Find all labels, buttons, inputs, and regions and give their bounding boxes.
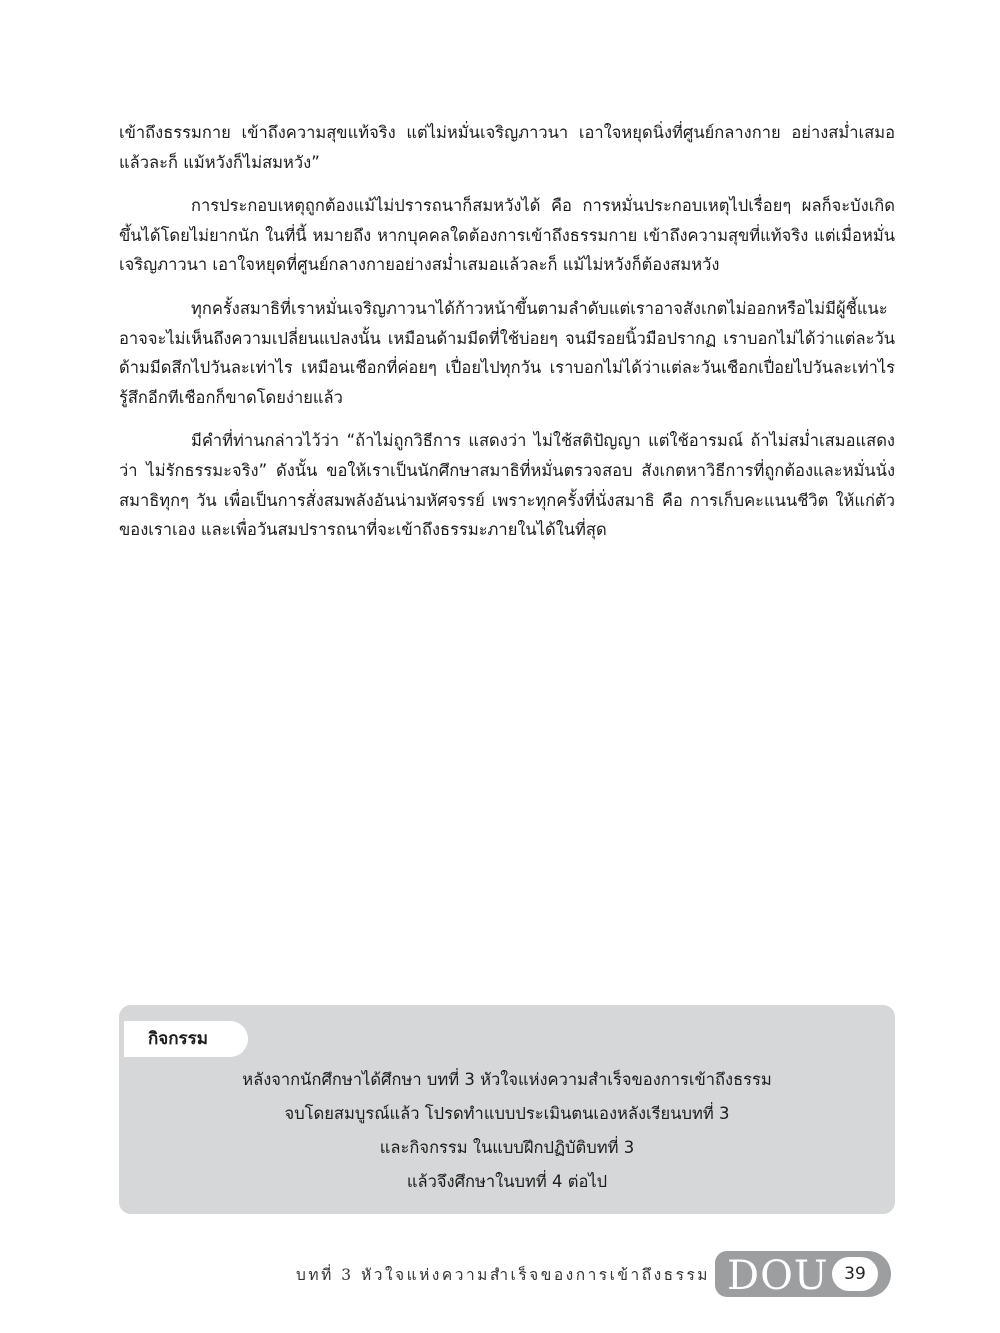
paragraph: มีคำที่ท่านกล่าวไว้ว่า “ถ้าไม่ถูกวิธีการ แสดงว่า ไม่ใช้สติปัญญา แต่ใช้อารมณ์ ถ้าไม่สม่ำเสมอแสดงว่า ไม่รักธรรมะจริง” ดังนั้น ขอให้เราเป็นนักศึกษาสมาธิที่หมั่นตรวจสอบ สังเกตหาวิธีการที่ถูกต้องและหมั่นนั่งสมาธิทุกๆ วัน เพื่อเป็นการสั่งสมพลังอันน่ามหัศจรรย์ เพราะทุกครั้งที่นั่งสมาธิ คือ การเก็บคะแนนชีวิต ให้แก่ตัวของเราเอง และเพื่อวันสมปรารถนาที่จะเข้าถึงธรรมะภายในได้ในที่สุด bbox=[119, 431, 895, 540]
body-text bbox=[119, 118, 895, 559]
paragraph: ทุกครั้งสมาธิที่เราหมั่นเจริญภาวนาได้ก้าวหน้าขึ้นตามลำดับแต่เราอาจสังเกตไม่ออกหรือไม่มีผู้ชี้แนะ อาจจะไม่เห็นถึงความเปลี่ยนแปลงนั้น เหมือนด้ามมีดที่ใช้บ่อยๆ จนมีรอยนิ้วมือปรากฏ เราบอกไม่ได้ว่าแต่ละวันด้ามมีดสึกไปวันละเท่าไร เหมือนเชือกที่ค่อยๆ เปื่อยไปทุกวัน เราบอกไม่ได้ว่าแต่ละวันเชือกเปื่อยไปวันละเท่าไร รู้สึกอีกทีเชือกก็ขาดโดยง่ายแล้ว bbox=[119, 298, 895, 407]
activity-label: กิจกรรม bbox=[124, 1021, 248, 1057]
activity-line: จบโดยสมบูรณ์แล้ว โปรดทำแบบประเมินตนเองหลังเรียนบทที่ 3 bbox=[284, 1104, 730, 1123]
activity-line: และกิจกรรม ในแบบฝึกปฏิบัติบทที่ 3 bbox=[379, 1138, 635, 1157]
activity-line: แล้วจึงศึกษาในบทที่ 4 ต่อไป bbox=[406, 1172, 608, 1191]
footer-chapter-title: บทที่ 3 หัวใจแห่งความสำเร็จของการเข้าถึงธรรม bbox=[296, 1266, 710, 1284]
activity-line: หลังจากนักศึกษาได้ศึกษา บทที่ 3 หัวใจแห่งความสำเร็จของการเข้าถึงธรรม bbox=[242, 1070, 772, 1089]
paragraph-continuation: เข้าถึงธรรมกาย เข้าถึงความสุขแท้จริง แต่ไม่หมั่นเจริญภาวนา เอาใจหยุดนิ่งที่ศูนย์กลางกาย อย่างสม่ำเสมอ แล้วละก็ แม้หวังก็ไม่สมหวัง” bbox=[119, 123, 895, 172]
page-number: 39 bbox=[832, 1257, 878, 1291]
paragraph: การประกอบเหตุถูกต้องแม้ไม่ปรารถนาก็สมหวังได้ คือ การหมั่นประกอบเหตุไปเรื่อยๆ ผลก็จะบังเกิดขึ้นได้โดยไม่ยากนัก ในที่นี้ หมายถึง หากบุคคลใดต้องการเข้าถึงธรรมกาย เข้าถึงความสุขที่แท้จริง แต่เมื่อหมั่นเจริญภาวนา เอาใจหยุดที่ศูนย์กลางกายอย่างสม่ำเสมอแล้วละก็ แม้ไม่หวังก็ต้องสมหวัง bbox=[119, 196, 895, 275]
activity-instructions bbox=[160, 1063, 854, 1199]
dou-logo: DOU bbox=[727, 1253, 829, 1299]
